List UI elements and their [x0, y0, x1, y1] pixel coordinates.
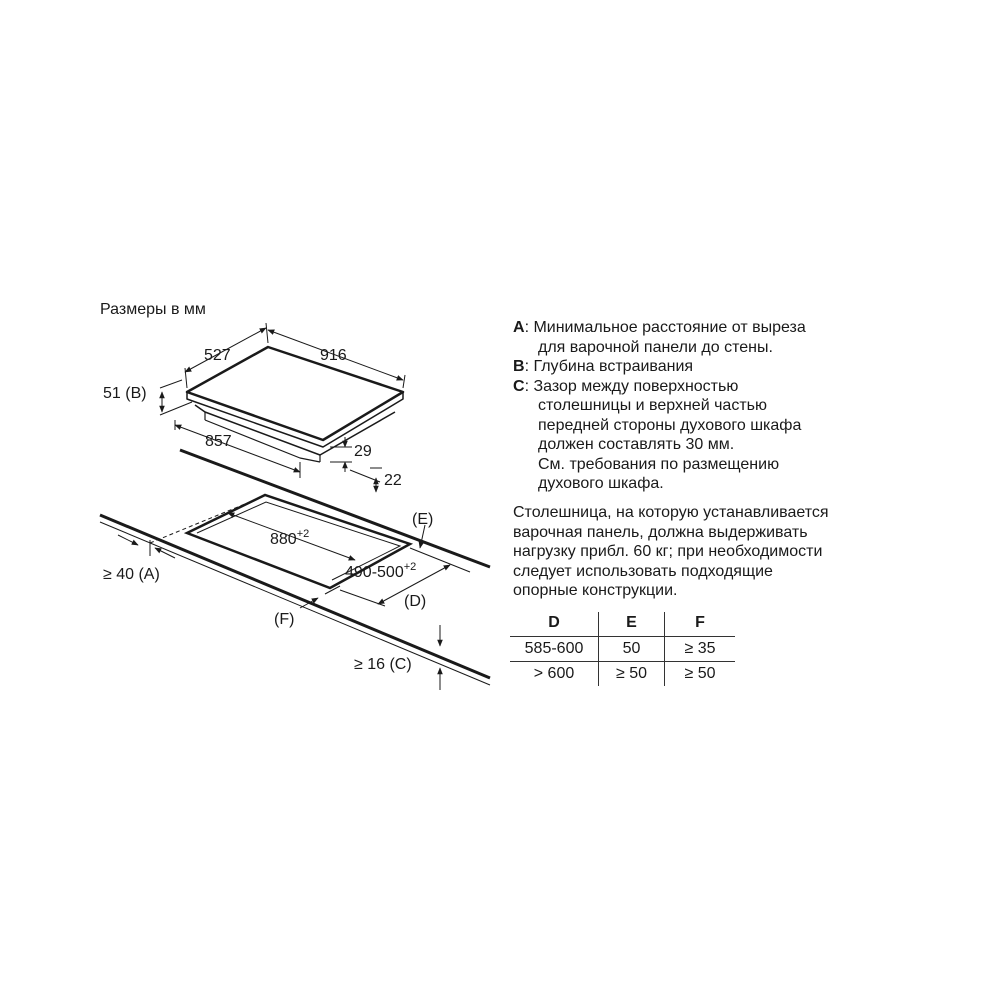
dim-51-b: 51 (B): [103, 385, 147, 402]
legend: A : Минимальное расстояние от выреза для варочной панели до стены. B : Глубина встраивания C : Зазор между поверхностью столешницы и верхней частью передней стороны духового шкафа должен составлять 30 мм. См. требования по размещению духового шкафа.: [513, 319, 806, 492]
dim-527: 527: [204, 347, 231, 364]
spec-table: [510, 612, 735, 686]
dim-d: (D): [404, 593, 427, 610]
dim-40-a: ≥ 40 (A): [103, 566, 160, 583]
table-cell: > 600: [510, 662, 599, 687]
table-cell: 585-600: [510, 637, 599, 662]
dim-880: $880^{+2}$: [270, 528, 310, 548]
legend-a-line2: для варочной панели до стены.: [538, 338, 773, 356]
table-cell: 50: [599, 637, 665, 662]
dim-22: 22: [384, 472, 402, 489]
table-row: [510, 662, 735, 687]
legend-key-a: A: [513, 319, 525, 336]
table-cell: ≥ 50: [684, 665, 716, 682]
legend-c-line6: духового шкафа.: [538, 475, 664, 492]
legend-c-line5: См. требования по размещению: [538, 455, 780, 473]
note-line: Столешница, на которую устанавливается: [513, 504, 829, 521]
dim-16-c: ≥ 16 (C): [354, 656, 412, 673]
caption: Размеры в мм: [100, 301, 206, 318]
dim-916: 916: [320, 347, 347, 364]
legend-key-c: C: [513, 377, 525, 395]
legend-c-line3: передней стороны духового шкафа: [538, 416, 802, 434]
header-d: D: [510, 612, 599, 637]
legend-key-b: B: [513, 358, 525, 375]
table-cell: ≥ 35: [665, 637, 736, 662]
header-e: E: [599, 612, 665, 637]
note-line: опорные конструкции.: [513, 582, 678, 599]
dim-857: 857: [205, 433, 232, 450]
legend-a-line1: Минимальное расстояние от выреза: [533, 319, 806, 336]
dim-e: (E): [412, 511, 434, 528]
legend-b-line1: Глубина встраивания: [533, 358, 694, 375]
table-cell: ≥ 50: [599, 662, 665, 687]
legend-c-line2: столешницы и верхней частью: [538, 397, 767, 414]
dim-29: 29: [354, 443, 372, 460]
dim-f: (F): [274, 611, 295, 628]
table-row: [510, 637, 735, 662]
header-f: F: [665, 612, 736, 637]
note-line: следует использовать подходящие: [513, 562, 773, 580]
note-line: нагрузку прибл. 60 кг; при необходимости: [513, 543, 823, 560]
load-note: [513, 503, 829, 601]
dim-490-500: $490-500^{+2}$: [345, 561, 417, 581]
table-header-row: [510, 612, 735, 637]
legend-c-line4: должен составлять 30 мм.: [538, 436, 735, 453]
note-line: варочная панель, должна выдерживать: [513, 523, 808, 541]
legend-c-line1: Зазор между поверхностью: [533, 377, 739, 395]
